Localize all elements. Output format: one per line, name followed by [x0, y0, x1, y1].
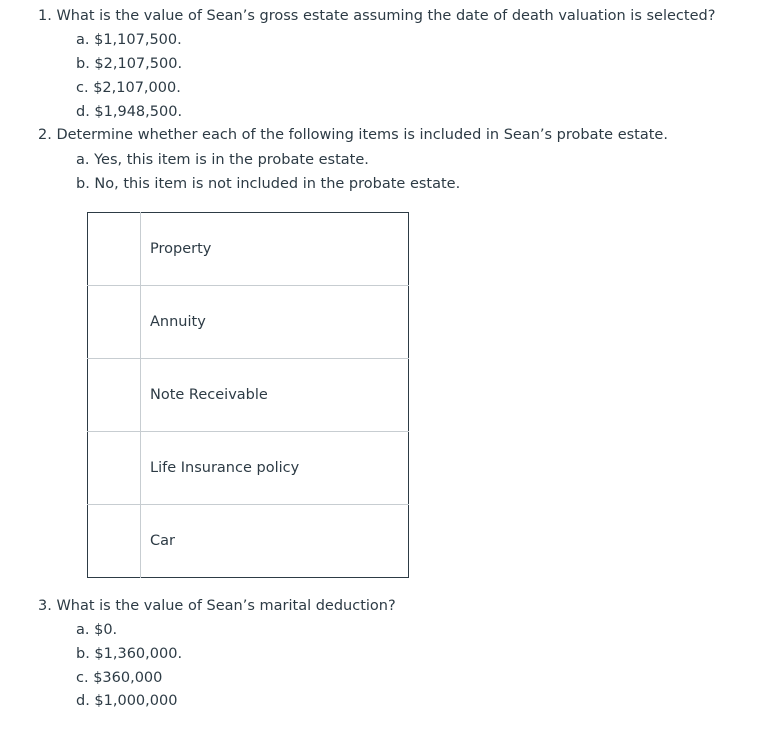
item-label-property: Property [150, 241, 212, 257]
table-row [88, 286, 409, 359]
answer-cell-annuity[interactable] [88, 286, 141, 359]
answer-cell-life-insurance[interactable] [88, 432, 141, 505]
question-3-text: 3. What is the value of Sean’s marital deduction? [38, 598, 396, 614]
question-3-option-a: a. $0. [76, 622, 118, 638]
question-1-option-b: b. $2,107,500. [76, 56, 183, 72]
item-label-car: Car [141, 505, 409, 578]
answer-cell-note-receivable[interactable] [88, 359, 141, 432]
question-3-option-c: c. $360,000 [76, 670, 163, 686]
question-2-option-a: a. Yes, this item is in the probate estate. [76, 152, 369, 168]
table-row [88, 505, 409, 578]
question-3-option-d: d. $1,000,000 [76, 693, 178, 709]
question-2-option-b: b. No, this item is not included in the probate estate. [76, 176, 461, 192]
question-1-text: 1. What is the value of Sean’s gross estate assuming the date of death valuation is selected? [38, 8, 716, 24]
question-3-option-b: b. $1,360,000. [76, 646, 183, 662]
item-label-annuity: Annuity [141, 286, 409, 359]
question-1-option-c: c. $2,107,000. [76, 80, 181, 96]
answer-cell-property[interactable] [88, 213, 141, 286]
probate-items-table [87, 212, 409, 578]
table-row [88, 359, 409, 432]
question-1-option-a: a. $1,107,500. [76, 32, 182, 48]
table-row [88, 213, 409, 286]
answer-cell-car[interactable] [88, 505, 141, 578]
item-label-life-insurance: Life Insurance policy [141, 432, 409, 505]
table-row [88, 432, 409, 505]
question-2-text: 2. Determine whether each of the following items is included in Sean’s probate estate. [38, 127, 668, 143]
item-label-note-receivable: Note Receivable [141, 359, 409, 432]
question-1-option-d: d. $1,948,500. [76, 104, 183, 120]
